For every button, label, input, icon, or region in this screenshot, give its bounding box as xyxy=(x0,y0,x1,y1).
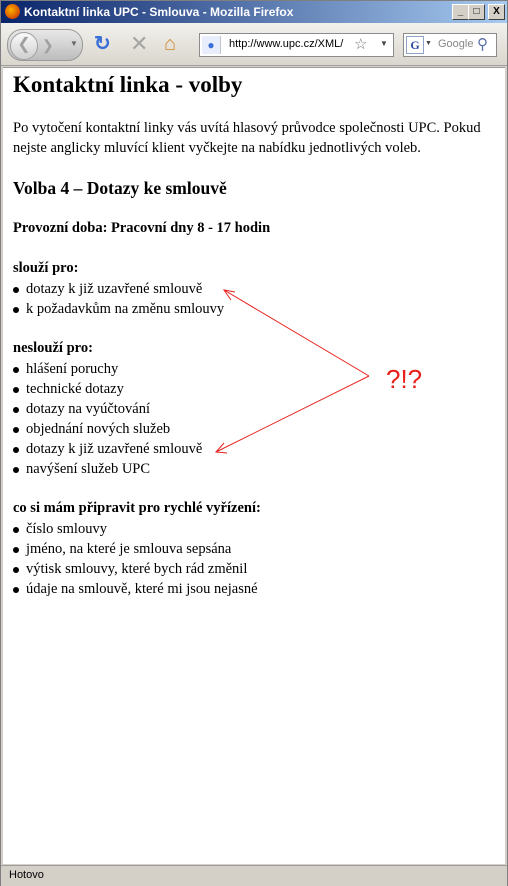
reload-button[interactable] xyxy=(94,33,111,55)
list-item: technické dotazy xyxy=(13,379,202,399)
page-content xyxy=(3,67,505,864)
forward-arrow-icon: ❯ xyxy=(42,37,54,53)
list-item: hlášení poruchy xyxy=(13,359,202,379)
list-item: dotazy k již uzavřené smlouvě xyxy=(13,279,224,299)
minimize-button[interactable]: _ xyxy=(452,4,469,20)
window-title: Kontaktní linka UPC - Smlouva - Mozilla Firefox xyxy=(24,5,294,19)
serves-title: slouží pro: xyxy=(13,260,79,276)
page-title: Kontaktní linka - volby xyxy=(13,72,243,97)
site-identity-icon[interactable]: ● xyxy=(202,36,221,54)
maximize-button[interactable]: □ xyxy=(468,4,485,20)
list-item: dotazy k již uzavřené smlouvě xyxy=(13,439,202,459)
list-item: jméno, na které je smlouva sepsána xyxy=(13,539,258,559)
list-item: k požadavkům na změnu smlouvy xyxy=(13,299,224,319)
home-icon: ⌂ xyxy=(164,33,177,55)
stop-button[interactable] xyxy=(130,33,148,55)
home-button[interactable] xyxy=(164,33,176,55)
title-bar xyxy=(1,1,507,23)
status-bar xyxy=(1,865,507,886)
list-item: výtisk smlouvy, které bych rád změnil xyxy=(13,559,258,579)
not-serves-title: neslouží pro: xyxy=(13,340,93,356)
status-text: Hotovo xyxy=(9,869,44,881)
address-input[interactable]: http://www.upc.cz/XML/ xyxy=(229,38,344,50)
operating-hours: Provozní doba: Pracovní dny 8 - 17 hodin xyxy=(13,220,271,236)
address-bar[interactable] xyxy=(199,33,394,57)
reload-icon: ↻ xyxy=(94,33,111,55)
engine-dropdown-icon[interactable]: ▼ xyxy=(425,40,432,47)
list-item: navýšení služeb UPC xyxy=(13,459,202,479)
annotation-overlay xyxy=(3,68,505,864)
annotation-arrows xyxy=(216,290,369,453)
close-button[interactable]: X xyxy=(488,4,505,20)
list-item: dotazy na vyúčtování xyxy=(13,399,202,419)
prepare-title: co si mám připravit pro rychlé vyřízení: xyxy=(13,500,261,516)
arrow-to-not-serves xyxy=(216,376,369,452)
url-dropdown-icon[interactable]: ▼ xyxy=(380,39,388,48)
back-forward-group xyxy=(7,29,83,61)
back-arrow-icon: ❮ xyxy=(17,36,31,53)
history-dropdown-icon[interactable]: ▼ xyxy=(70,39,78,48)
google-engine-icon[interactable]: G xyxy=(406,36,424,54)
section-heading: Volba 4 – Dotazy ke smlouvě xyxy=(13,178,227,198)
search-icon[interactable]: ⚲ xyxy=(477,36,488,53)
list-item: údaje na smlouvě, které mi jsou nejasné xyxy=(13,579,258,599)
intro-paragraph: Po vytočení kontaktní linky vás uvítá hlasový průvodce společnosti UPC. Pokud nejste anglicky mluvící klient vyčkejte na nabídku jednotlivých voleb. xyxy=(13,120,481,156)
search-input[interactable]: Google xyxy=(438,38,474,50)
annotation-label: ?!? xyxy=(386,364,423,394)
list-item: číslo smlouvy xyxy=(13,519,258,539)
forward-button[interactable] xyxy=(42,37,54,54)
stop-icon: ✕ xyxy=(130,31,149,56)
navigation-toolbar xyxy=(1,23,507,66)
list-item: objednání nových služeb xyxy=(13,419,202,439)
search-bar[interactable] xyxy=(403,33,497,57)
bookmark-star-icon[interactable]: ☆ xyxy=(354,36,368,53)
firefox-icon xyxy=(5,4,20,19)
arrow-to-serves xyxy=(224,290,369,376)
back-button[interactable] xyxy=(10,32,38,60)
